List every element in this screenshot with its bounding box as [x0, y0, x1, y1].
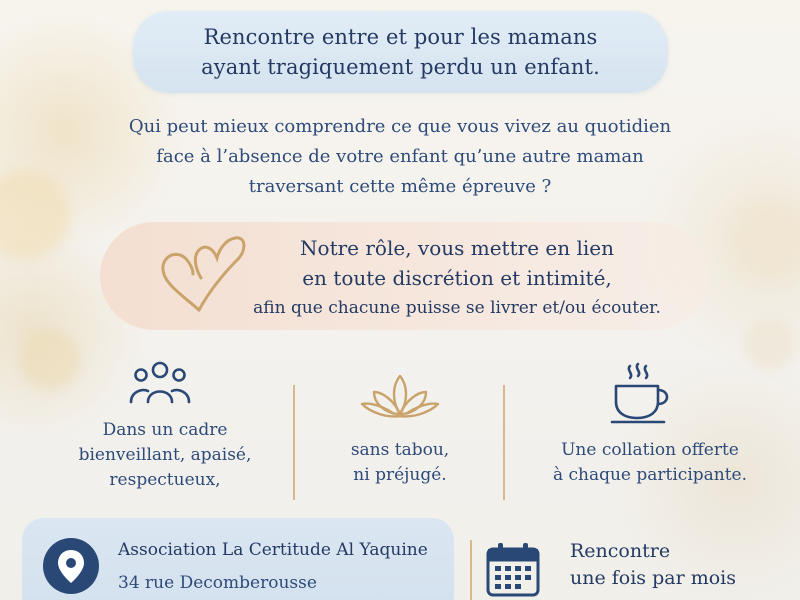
meeting-divider [470, 540, 472, 600]
meeting-line-1: Rencontre [570, 540, 671, 562]
association-name: Association La Certitude Al Yaquine [118, 540, 428, 560]
lotus-icon [360, 372, 440, 422]
intro-line-1: Qui peut mieux comprendre ce que vous vivez au quotidien [128, 116, 672, 137]
role-line-3: afin que chacune puisse se livrer et/ou écouter. [253, 298, 661, 318]
group-people-icon [128, 358, 192, 406]
calendar-icon [484, 540, 542, 598]
location-badge [43, 538, 99, 594]
feature-cadre [55, 418, 275, 493]
intro-line-2: face à l’absence de votre enfant qu’une autre maman [156, 146, 644, 167]
header-line-2: ayant tragiquement perdu un enfant. [201, 55, 600, 79]
header-banner [133, 11, 668, 93]
intro-line-3: traversant cette même épreuve ? [248, 176, 552, 197]
location-pin-icon [43, 538, 99, 594]
feature-line: ni préjugé. [353, 465, 447, 485]
meeting-frequency [570, 538, 736, 592]
feature-line: bienveillant, apaisé, [78, 445, 252, 465]
coffee-cup-icon [608, 362, 674, 428]
header-line-1: Rencontre entre et pour les mamans [203, 25, 598, 49]
feature-line: Une collation offerte [561, 440, 739, 460]
bokeh-light [745, 320, 795, 370]
bokeh-light [20, 330, 80, 390]
intro-text [60, 112, 740, 202]
feature-line: à chaque participante. [552, 465, 748, 485]
feature-collation [530, 438, 770, 488]
feature-sans-tabou [310, 438, 490, 488]
role-text [222, 233, 692, 323]
feature-divider [293, 385, 295, 500]
meeting-line-2: une fois par mois [570, 567, 736, 589]
bokeh-light [730, 200, 800, 280]
role-line-1: Notre rôle, vous mettre en lien [300, 236, 614, 260]
feature-line: sans tabou, [350, 440, 450, 460]
role-line-2: en toute discrétion et intimité, [302, 266, 612, 290]
association-street: 34 rue Decomberousse [118, 573, 317, 593]
feature-divider [503, 385, 505, 500]
feature-line: respectueux, [109, 470, 221, 490]
feature-line: Dans un cadre [102, 420, 228, 440]
